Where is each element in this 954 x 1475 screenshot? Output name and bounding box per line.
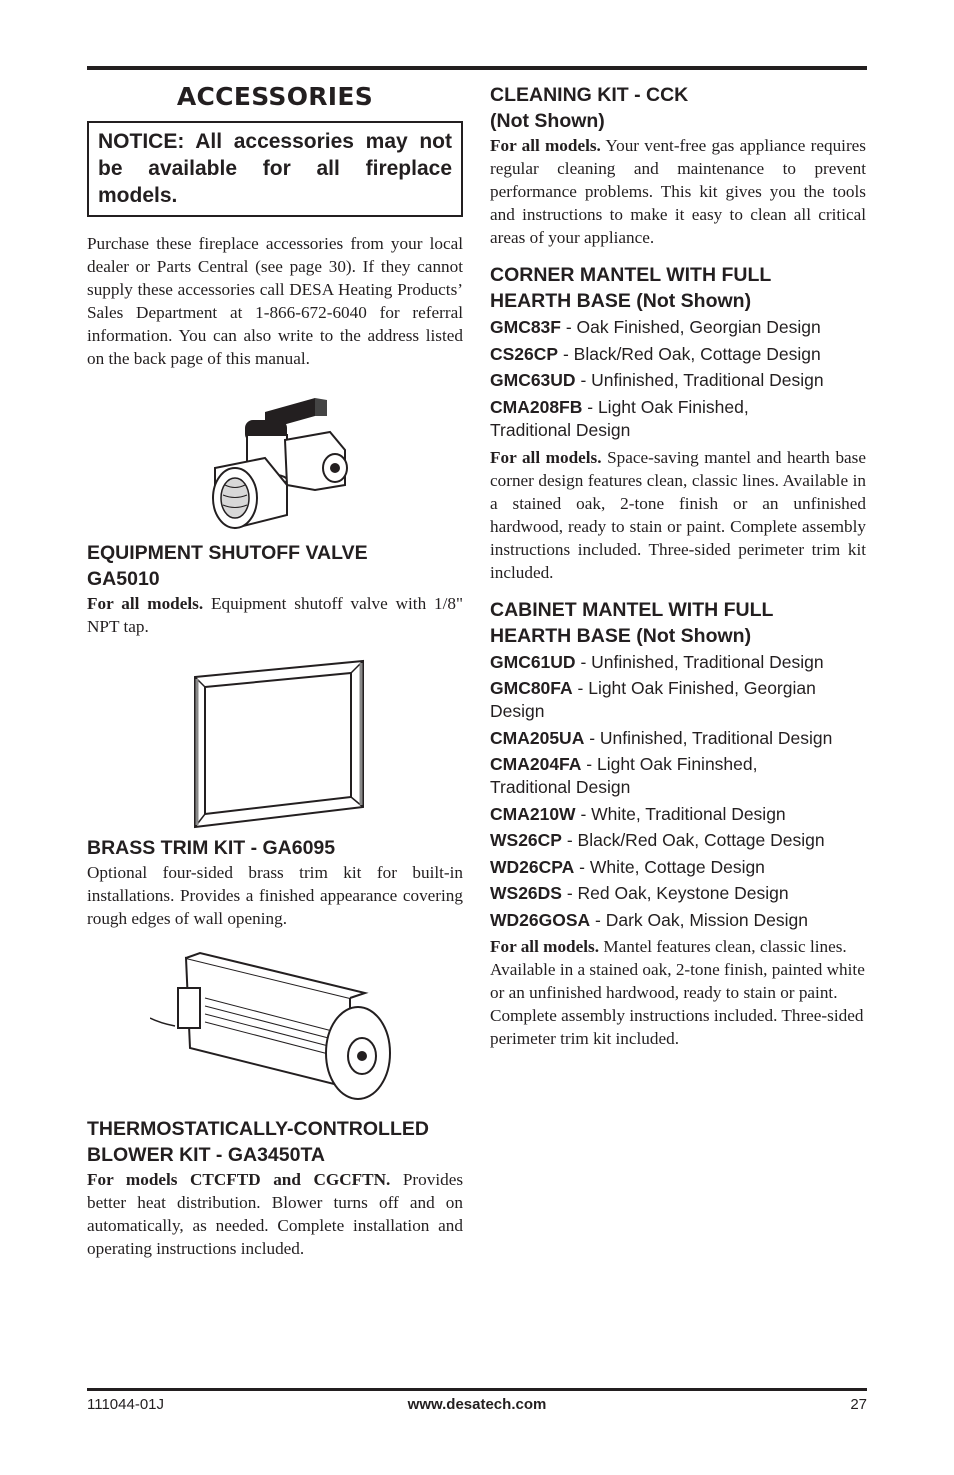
corner-mantel-paragraph: For all models. Space-saving mantel and hearth base corner design features clean, classic lines. Available in a stained oak, 2-tone finish or an unfinished hardwood, ready to stain or paint. Complete assembly instructions included. Three-sided perimeter trim kit included. <box>490 447 866 582</box>
list-item: GMC83F - Oak Finished, Georgian Design <box>490 317 821 337</box>
blower-heading: THERMOSTATICALLY-CONTROLLED BLOWER KIT - GA3450TA <box>87 1118 429 1166</box>
trim-heading: BRASS TRIM KIT - GA6095 <box>87 837 336 859</box>
right-column <box>490 82 866 1050</box>
list-item: GMC63UD - Unfinished, Traditional Design <box>490 370 824 390</box>
page-title: ACCESSORIES <box>176 82 374 111</box>
intro-paragraph: Purchase these fireplace accessories from your local dealer or Parts Central (see page 30). If they cannot supply these accessories call DESA Heating Products’ Sales Department at 1-866-672-6040 for referral information. You can also write to the address listed on the back page of this manual. <box>87 234 463 368</box>
left-column <box>87 82 463 1260</box>
list-item: WS26DS - Red Oak, Keystone Design <box>490 883 789 903</box>
blower-paragraph: For models CTCFTD and CGCFTN. Provides better heat distribution. Blower turns off and on automatically, as needed. Complete installation and operating instructions included. <box>87 1170 464 1258</box>
list-item: WD26CPA - White, Cottage Design <box>490 856 765 877</box>
list-item: CS26CP - Black/Red Oak, Cottage Design <box>490 343 821 364</box>
corner-mantel-list <box>490 316 866 442</box>
list-item: CMA210W - White, Traditional Design <box>490 803 786 824</box>
list-item: CMA205UA - Unfinished, Traditional Design <box>490 727 833 748</box>
bottom-rule <box>87 1388 867 1391</box>
list-item: CMA208FB - Light Oak Finished, Traditional Design <box>490 396 749 440</box>
notice-box: NOTICE: All accessories may not be available for all fireplace models. <box>87 121 463 217</box>
list-item: WD26GOSA - Dark Oak, Mission Design <box>490 909 808 930</box>
valve-heading: EQUIPMENT SHUTOFF VALVE GA5010 <box>87 542 368 590</box>
cabinet-mantel-heading: CABINET MANTEL WITH FULL HEARTH BASE (Not Shown) <box>490 598 774 647</box>
shutoff-valve-image <box>87 390 463 532</box>
top-rule <box>87 66 867 70</box>
cabinet-mantel-list <box>490 651 866 932</box>
doc-number: 111044-01J <box>87 1396 165 1413</box>
list-item: GMC61UD - Unfinished, Traditional Design <box>490 651 824 672</box>
cleaning-heading: CLEANING KIT - CCK (Not Shown) <box>490 84 689 132</box>
cabinet-mantel-paragraph: For all models. Mantel features clean, classic lines. Available in a stained oak, 2-tone finish, painted white or an unfinished hardwood, ready to stain or paint. Complete assembly instructions included. Three-sided perimeter trim kit included. <box>490 937 865 1048</box>
blower-kit-image <box>87 948 463 1108</box>
list-item: WS26CP - Black/Red Oak, Cottage Design <box>490 830 825 850</box>
valve-paragraph: For all models. Equipment shutoff valve with 1/8" NPT tap. <box>87 594 463 636</box>
list-item: CMA204FA - Light Oak Fininshed, Traditional Design <box>490 754 758 797</box>
page-number: 27 <box>850 1396 867 1413</box>
corner-mantel-heading: CORNER MANTEL WITH FULL HEARTH BASE (Not Shown) <box>490 264 772 312</box>
list-item: GMC80FA - Light Oak Finished, Georgian Design <box>490 678 816 721</box>
brass-trim-image <box>87 659 463 829</box>
website-link[interactable]: www.desatech.com <box>407 1396 547 1413</box>
cleaning-paragraph: For all models. Your vent-free gas appliance requires regular cleaning and maintenance to prevent performance problems. This kit gives you the tools and instructions to make it easy to clean all critical areas of your appliance. <box>490 136 866 247</box>
trim-paragraph: Optional four-sided brass trim kit for built-in installations. Provides a finished appearance covering rough edges of wall opening. <box>87 863 463 928</box>
